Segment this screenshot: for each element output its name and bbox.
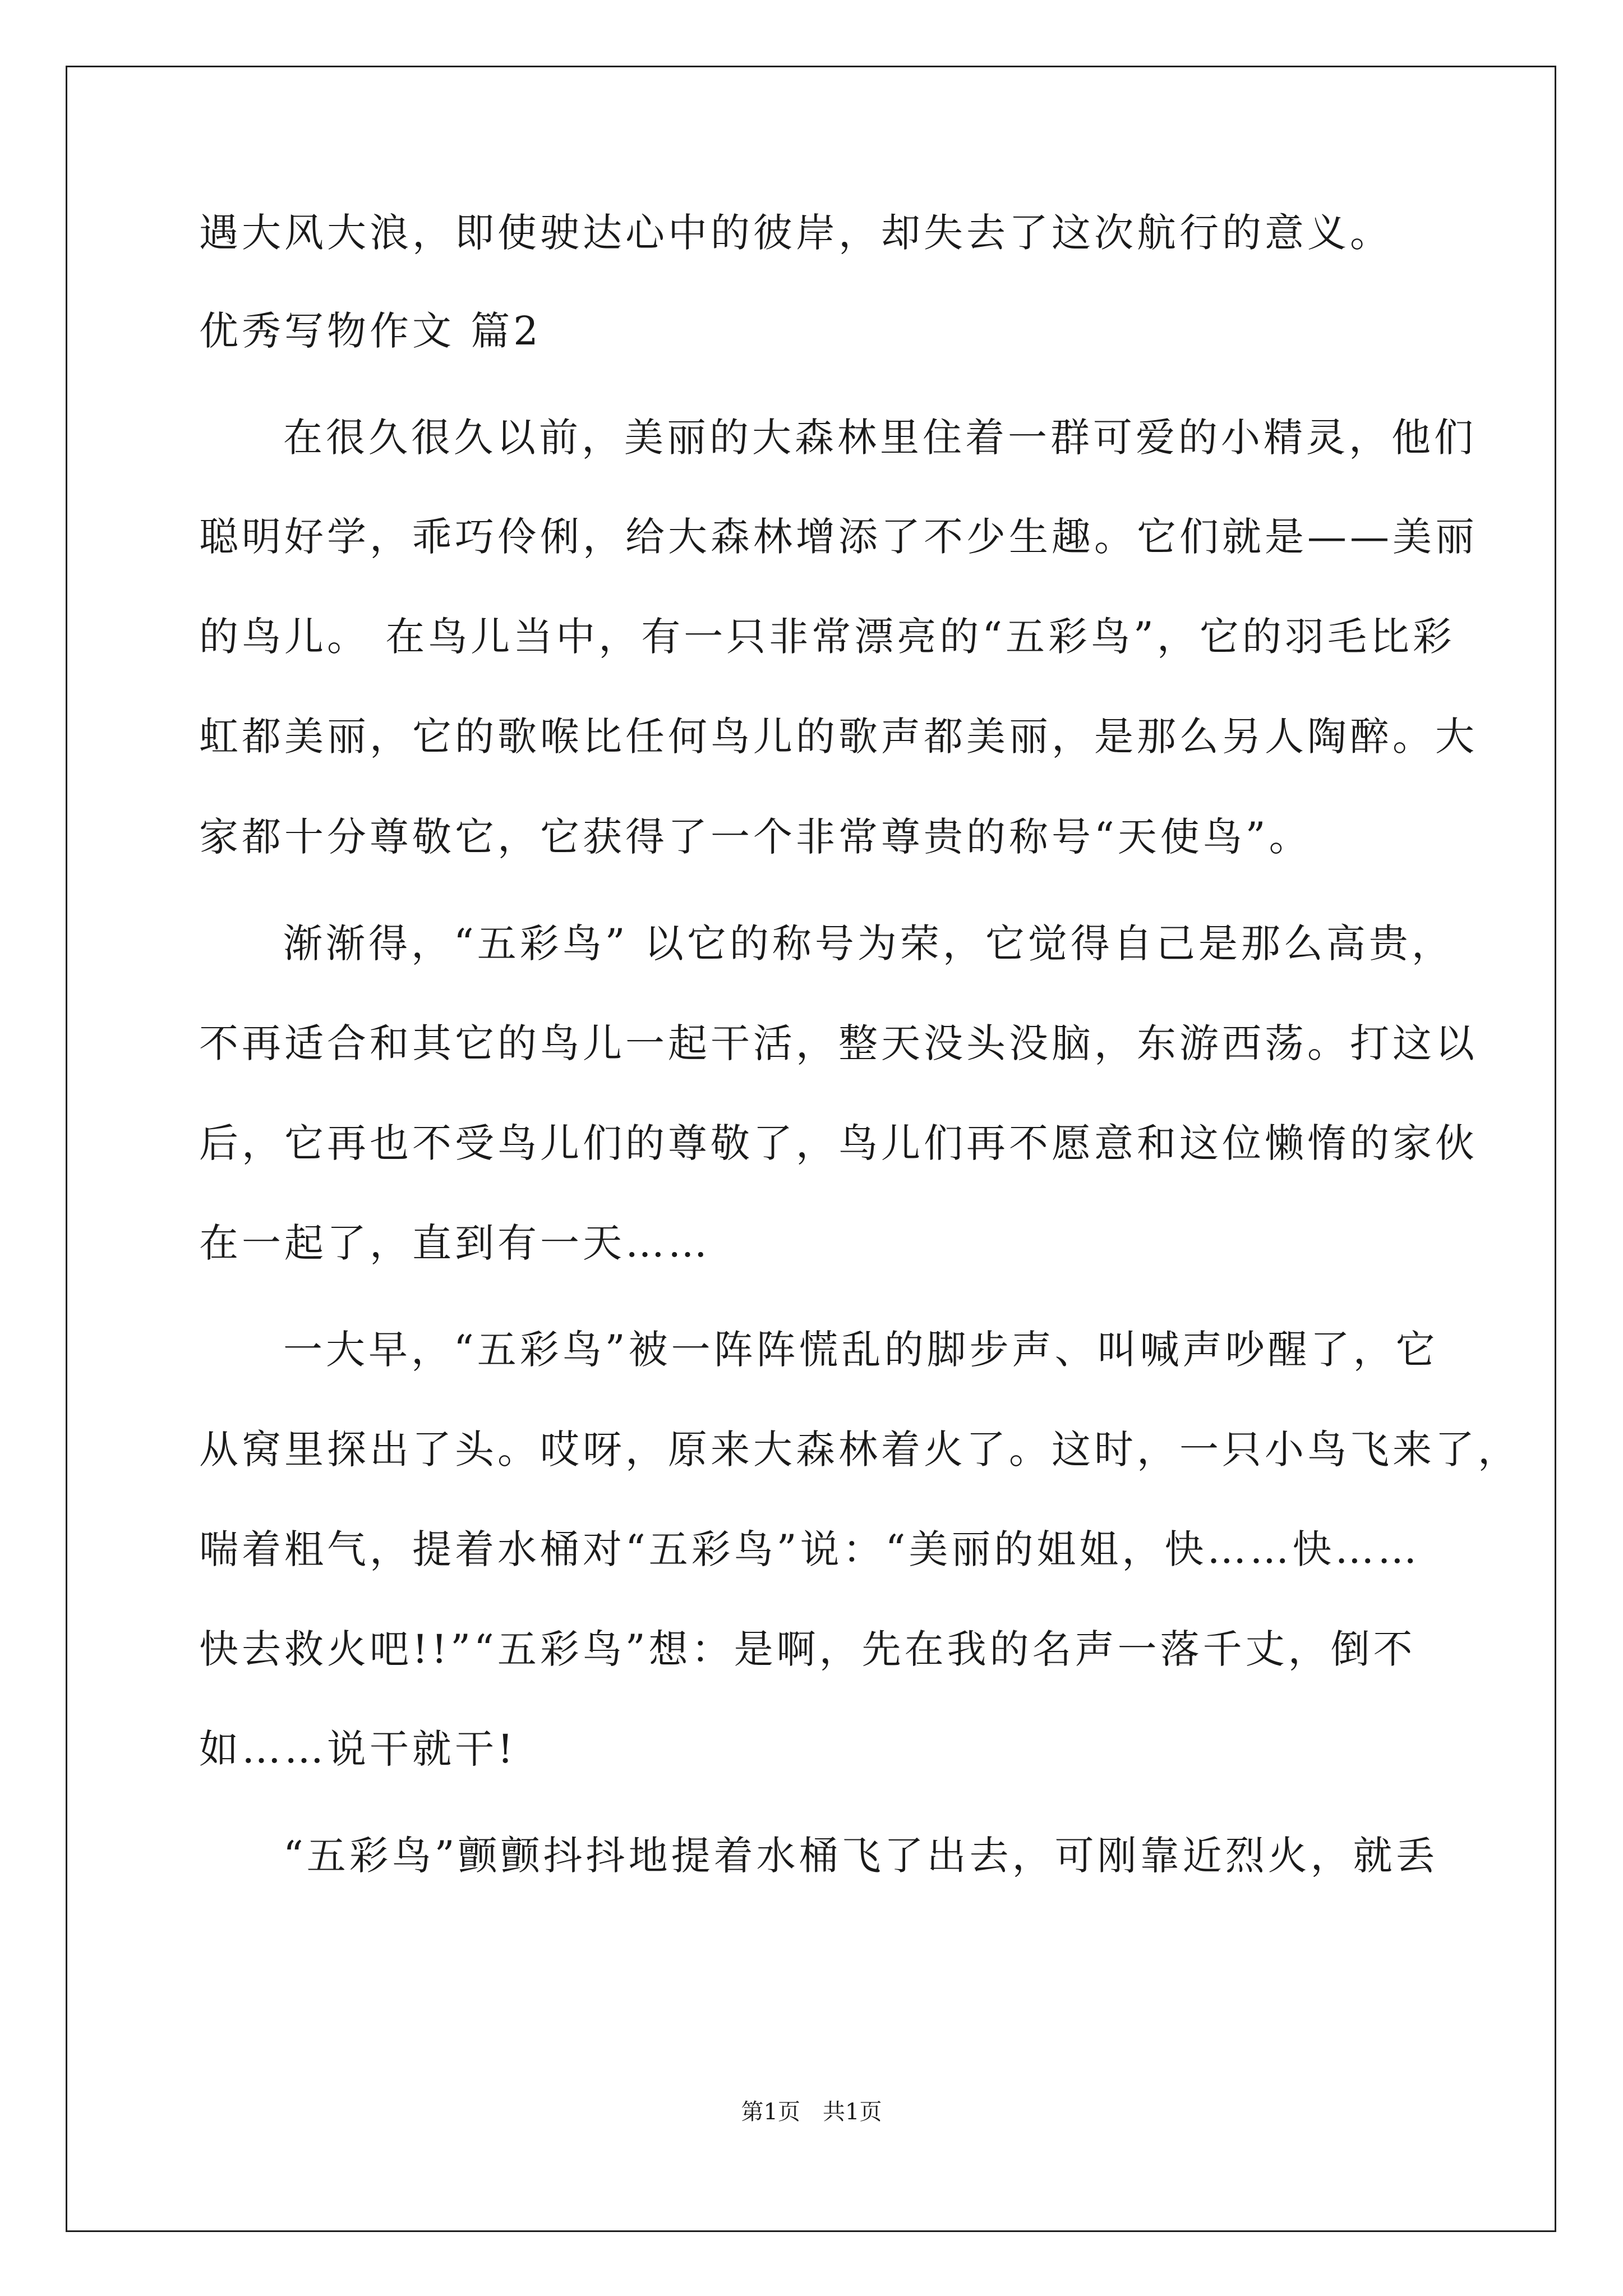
text-line: 家都十分尊敬它，它获得了一个非常尊贵的称号“天使鸟”。 (199, 814, 1312, 860)
text-line: 后，它再也不受鸟儿们的尊敬了，鸟儿们再不愿意和这位懒惰的家伙 (199, 1120, 1478, 1166)
text-line: 喘着粗气，提着水桶对“五彩鸟”说：“美丽的姐姐，快……快…… (199, 1526, 1421, 1572)
text-line: 渐渐得，“五彩鸟” 以它的称号为荣，它觉得自己是那么高贵， (283, 921, 1454, 967)
text-line: “五彩鸟”颤颤抖抖地提着水桶飞了出去，可刚靠近烈火，就丢 (283, 1833, 1438, 1879)
text-line: 遇大风大浪，即使驶达心中的彼岸，却失去了这次航行的意义。 (199, 210, 1393, 256)
text-line: 的鸟儿。 在鸟儿当中，有一只非常漂亮的“五彩鸟”，它的羽毛比彩 (199, 614, 1455, 660)
page-footer: 第1页 共1页 (741, 2099, 882, 2125)
text-line: 聪明好学，乖巧伶俐，给大森林增添了不少生趣。它们就是——美丽 (199, 514, 1478, 560)
text-line: 虹都美丽，它的歌喉比任何鸟儿的歌声都美丽，是那么另人陶醉。大 (199, 714, 1478, 760)
text-line: 如……说干就干! (199, 1726, 517, 1772)
text-line: 从窝里探出了头。哎呀，原来大森林着火了。这时，一只小鸟飞来了， (199, 1427, 1520, 1473)
text-line: 一大早，“五彩鸟”被一阵阵慌乱的脚步声、叫喊声吵醒了，它 (283, 1327, 1438, 1373)
section-heading: 优秀写物作文 篇2 (199, 308, 542, 354)
text-line: 快去救火吧!!”“五彩鸟”想：是啊，先在我的名声一落千丈，倒不 (199, 1626, 1416, 1672)
text-line: 不再适合和其它的鸟儿一起干活，整天没头没脑，东游西荡。打这以 (199, 1020, 1478, 1066)
text-line: 在很久很久以前，美丽的大森林里住着一群可爱的小精灵，他们 (283, 415, 1477, 461)
text-line: 在一起了，直到有一天…… (199, 1220, 711, 1266)
